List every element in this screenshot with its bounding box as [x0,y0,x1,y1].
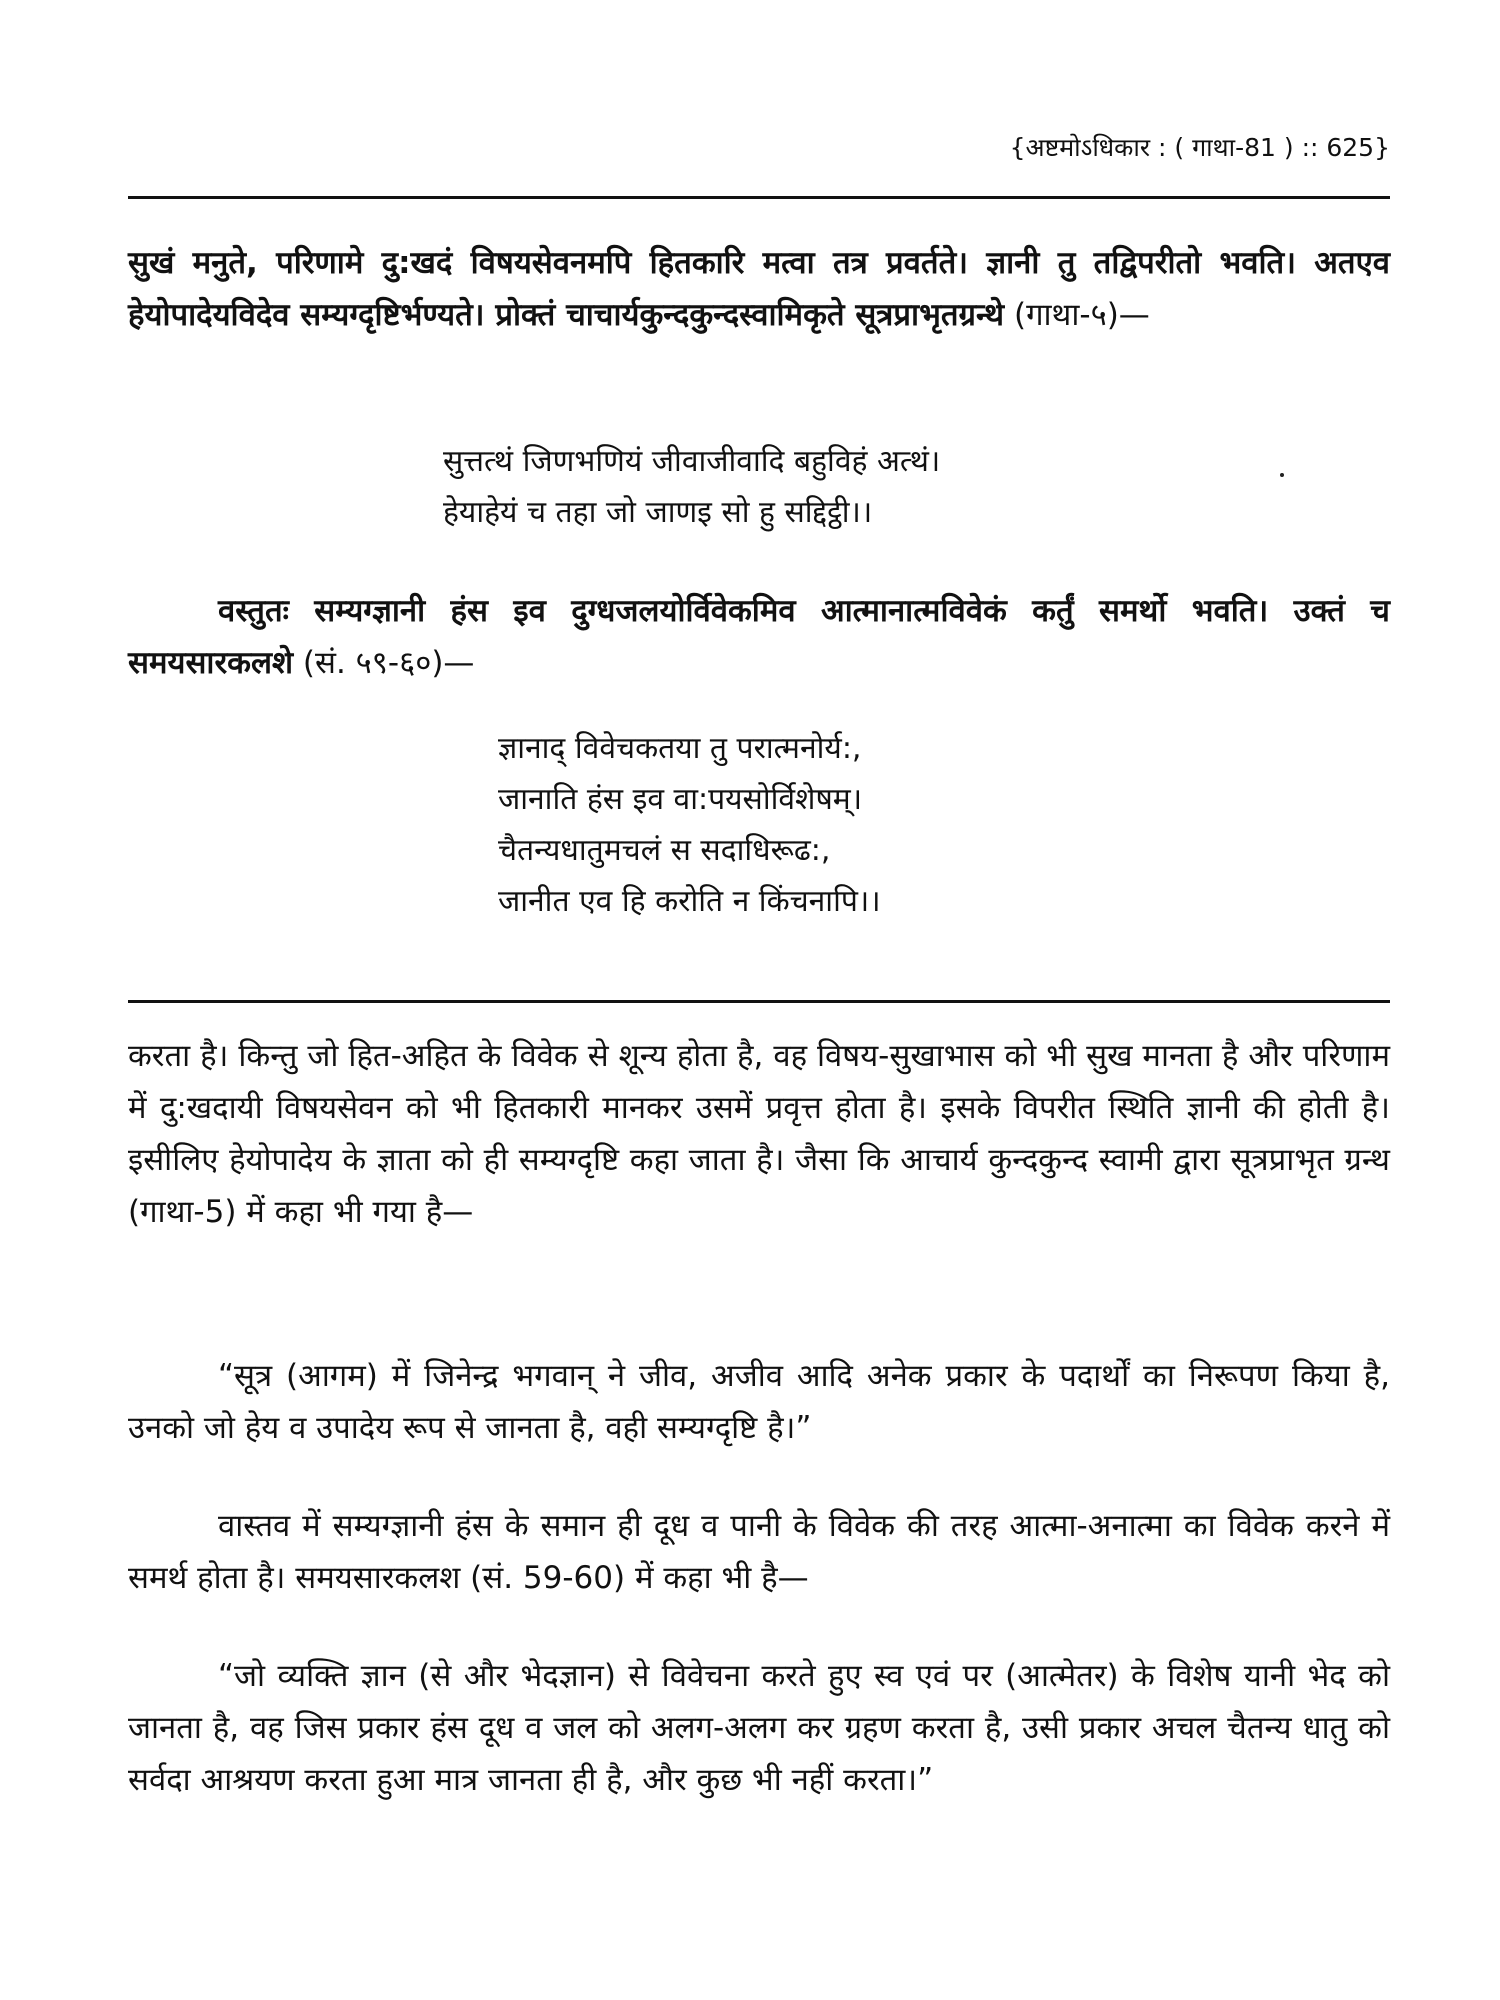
sanskrit-para-2-text: वस्तुतः सम्यग्ज्ञानी हंस इव दुग्धजलयोर्विवेकमिव आत्मानात्मविवेकं कर्तुं समर्थो भवति। उक्तं च समयसारकलशे [128,593,1390,681]
hindi-quote-1: “सूत्र (आगम) में जिनेन्द्र भगवान् ने जीव, अजीव आदि अनेक प्रकार के पदार्थों का निरूपण किया है, उनको जो हेय व उपादेय रूप से जानता है, वही सम्यग्दृष्टि है।” [128,1358,1390,1446]
verse-2-line-3: चैतन्यधातुमचलं स सदाधिरूढ:, [498,833,831,868]
verse-1-line-2: हेयाहेयं च तहा जो जाणइ सो हु सद्दिट्ठी।। [443,495,873,530]
hindi-translation-para-2: वास्तव में सम्यग्ज्ञानी हंस के समान ही दूध व पानी के विवेक की तरह आत्मा-अनात्मा का विवेक करने में समर्थ होता है। समयसारकलश (सं. 59-60) में कहा भी है— [128,1508,1390,1596]
sanskrit-commentary-para-1 [128,237,1390,341]
page [128,0,1390,2000]
verse-2-line-4: जानीत एव हि करोति न किंचनापि।। [498,884,881,919]
hindi-translation-para-1: करता है। किन्तु जो हित-अहित के विवेक से शून्य होता है, वह विषय-सुखाभास को भी सुख मानता है और परिणाम में दु:खदायी विषयसेवन को भी हितकारी मानकर उसमें प्रवृत्त होता है। इसके विपरीत स्थिति ज्ञानी की होती है। इसीलिए हेयोपादेय के ज्ञाता को ही सम्यग्दृष्टि कहा जाता है। जैसा कि आचार्य कुन्दकुन्द स्वामी द्वारा सूत्रप्राभृत ग्रन्थ (गाथा-5) में कहा भी गया है— [128,1038,1390,1230]
verse-2-line-2: जानाति हंस इव वा:पयसोर्विशेषम्। [498,782,863,817]
header-divider [128,196,1390,199]
verse-2-line-1: ज्ञानाद् विवेचकतया तु परात्मनोर्य:, [498,731,862,766]
sanskrit-para-2-ref: (सं. ५९-६०)— [302,645,475,681]
stray-mark [1280,473,1284,477]
sanskrit-para-1-ref: (गाथा-५)— [1013,297,1150,333]
sanskrit-verse-2 [498,723,881,927]
prakrit-verse-1 [443,436,940,538]
verse-1-line-1: सुत्तत्थं जिणभणियं जीवाजीवादि बहुविहं अत्थं। [443,444,941,479]
section-divider [128,1000,1390,1003]
hindi-quote-2: “जो व्यक्ति ज्ञान (से और भेदज्ञान) से विवेचना करते हुए स्व एवं पर (आत्मेतर) के विशेष यानी भेद को जानता है, वह जिस प्रकार हंस दूध व जल को अलग-अलग कर ग्रहण करता है, उसी प्रकार अचल चैतन्य धातु को सर्वदा आश्रयण करता हुआ मात्र जानता ही है, और कुछ भी नहीं करता।” [128,1658,1390,1798]
sanskrit-commentary-para-2 [128,585,1390,689]
sanskrit-para-1-text: सुखं मनुते, परिणामे दु:खदं विषयसेवनमपि हितकारि मत्वा तत्र प्रवर्तते। ज्ञानी तु तद्विपरीतो भवति। अतएव हेयोपादेयविदेव सम्यग्दृष्टिर्भण्यते। प्रोक्तं चाचार्यकुन्दकुन्दस्वामिकृते सूत्रप्राभृतग्रन्थे [128,245,1390,333]
running-header: {अष्टमोऽधिकार : ( गाथा-81 ) :: 625} [1009,133,1390,162]
